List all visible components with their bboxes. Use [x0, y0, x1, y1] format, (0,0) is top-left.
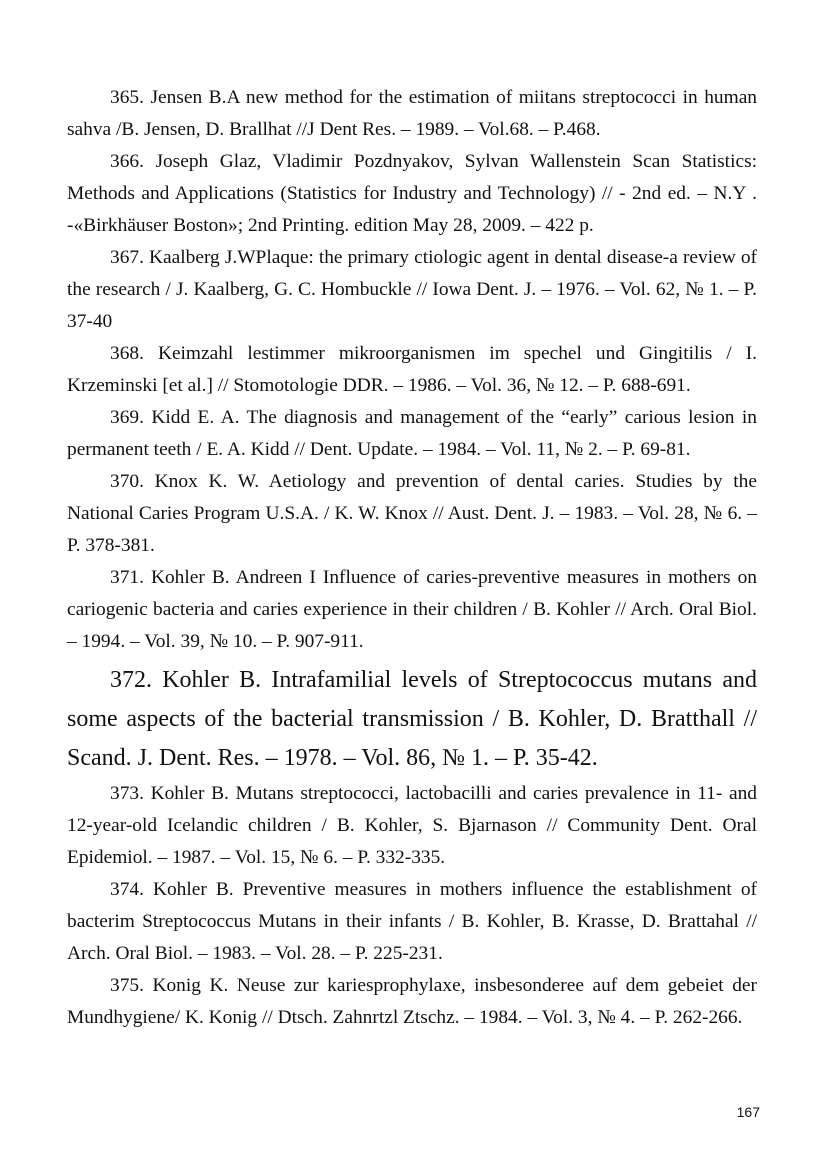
- reference-369: 369. Kidd E. A. The diagnosis and management of the “early” carious lesion in permanent teeth / E. A. Kidd // Dent. Update. – 1984. – Vol. 11, № 2. – P. 69-81.: [67, 407, 757, 460]
- reference-367: 367. Kaalberg J.WPlaque: the primary ctiologic agent in dental disease-a review of the research / J. Kaalberg, G. C. Hombuckle // Iowa Dent. J. – 1976. – Vol. 62, № 1. – P. 37-40: [67, 247, 757, 332]
- reference-368: 368. Keimzahl lestimmer mikroorganismen im spechel und Gingitilis / I. Krzeminski [et al.] // Stomotologie DDR. – 1986. – Vol. 36, № 12. – P. 688-691.: [67, 343, 757, 396]
- reference-371: 371. Kohler B. Andreen I Influence of caries-preventive measures in mothers on cariogenic bacteria and caries experience in their children / B. Kohler // Arch. Oral Biol. – 1994. – Vol. 39, № 10. – P. 907-911.: [67, 567, 757, 652]
- reference-370: 370. Knox K. W. Aetiology and prevention of dental caries. Studies by the National Caries Program U.S.A. / K. W. Knox // Aust. Dent. J. – 1983. – Vol. 28, № 6. – P. 378-381.: [67, 471, 757, 556]
- reference-366: 366. Joseph Glaz, Vladimir Pozdnyakov, Sylvan Wallenstein Scan Statistics: Methods and Applications (Statistics for Industry and Technology) // - 2nd ed. – N.Y . -«Birkhäuser Boston»; 2nd Printing. edition May 28, 2009. – 422 p.: [67, 151, 757, 236]
- reference-374: 374. Kohler B. Preventive measures in mothers influence the establishment of bacterim Streptococcus Mutans in their infants / B. Kohler, B. Krasse, D. Brattahal // Arch. Oral Biol. – 1983. – Vol. 28. – P. 225-231.: [67, 879, 757, 964]
- reference-list: [67, 82, 757, 1034]
- reference-373: 373. Kohler B. Mutans streptococci, lactobacilli and caries prevalence in 11- and 12-year-old Icelandic children / B. Kohler, S. Bjarnason // Community Dent. Oral Epidemiol. – 1987. – Vol. 15, № 6. – P. 332-335.: [67, 783, 757, 868]
- reference-365: 365. Jensen B.A new method for the estimation of miitans streptococci in human sahva /B. Jensen, D. Brallhat //J Dent Res. – 1989. – Vol.68. – P.468.: [67, 87, 757, 140]
- reference-372: 372. Kohler B. Intrafamilial levels of Streptococcus mutans and some aspects of the bacterial transmission / B. Kohler, D. Bratthall // Scand. J. Dent. Res. – 1978. – Vol. 86, № 1. – P. 35-42.: [67, 667, 757, 771]
- reference-375: 375. Konig K. Neuse zur kariesprophylaxe, insbesonderee auf dem gebeiet der Mundhygiene/ K. Konig // Dtsch. Zahnrtzl Ztschz. – 1984. – Vol. 3, № 4. – P. 262-266.: [67, 975, 757, 1028]
- page-number: 167: [736, 1104, 760, 1120]
